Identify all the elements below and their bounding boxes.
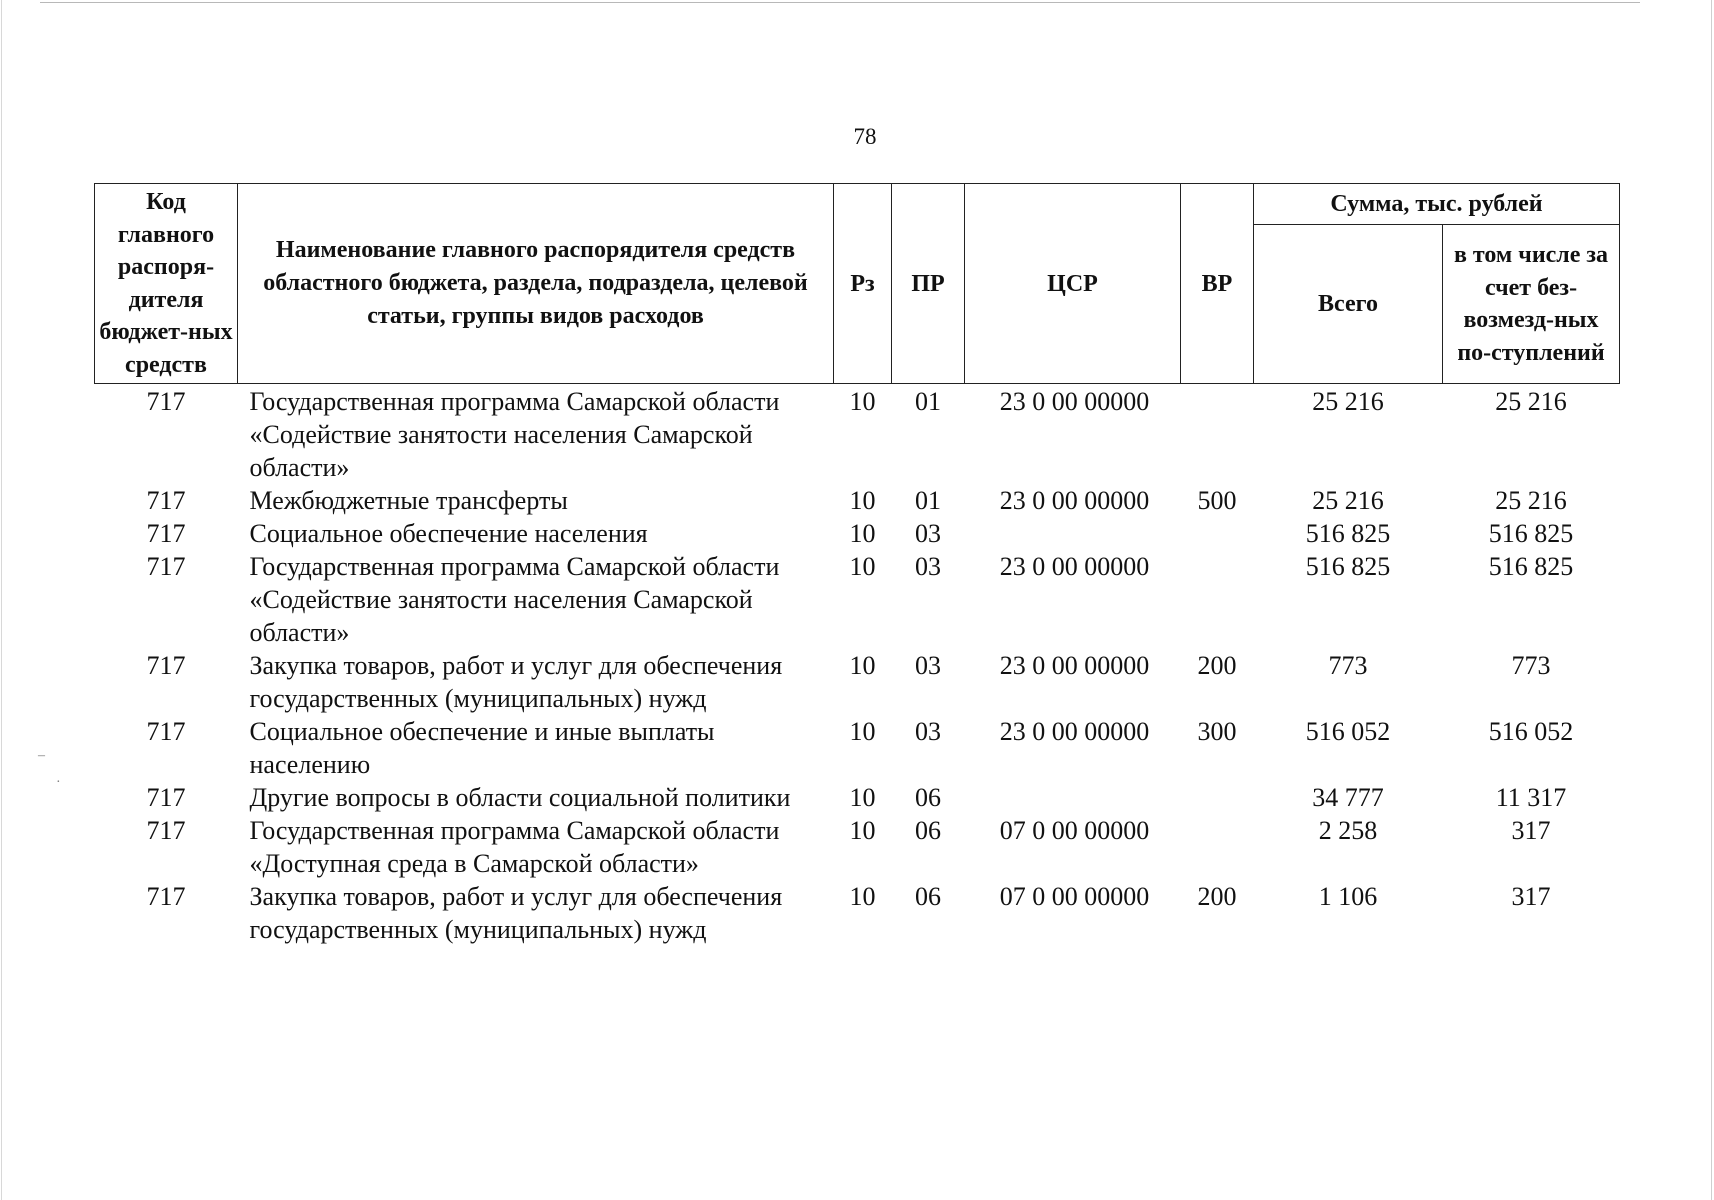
cell-rz: 10 [849,783,876,812]
cell-name: Социальное обеспечение и иные выплаты населению [249,717,715,779]
cell-name: Социальное обеспечение населения [249,519,648,548]
header-csr: ЦСР [965,184,1181,384]
cell-total: 516 052 [1305,717,1391,746]
table-row [95,384,1620,485]
cell-pr: 01 [915,387,941,416]
cell-name: Государственная программа Самарской области «Содействие занятости населения Самарской области» [249,387,780,482]
cell-free: 25 216 [1495,387,1567,416]
budget-table [94,183,1620,946]
table-body [95,384,1620,947]
cell-pr: 06 [915,816,941,845]
header-sum: Сумма, тыс. рублей [1254,184,1620,225]
cell-pr: 03 [915,552,941,581]
cell-csr: 23 0 00 00000 [999,717,1150,746]
cell-total: 773 [1328,651,1368,680]
cell-rz: 10 [849,651,876,680]
cell-vr [1181,781,1254,814]
scan-artifact-top [40,2,1640,3]
table-row [95,781,1620,814]
cell-rz: 10 [849,552,876,581]
cell-csr: 23 0 00 00000 [999,651,1150,680]
table-row [95,517,1620,550]
header-name: Наименование главного распорядителя средств областного бюджета, раздела, подраздела, целевой статьи, группы видов расходов [238,184,834,384]
table-header [95,184,1620,384]
cell-name: Государственная программа Самарской области «Содействие занятости населения Самарской области» [249,552,780,647]
cell-total: 34 777 [1312,783,1384,812]
cell-vr [1181,814,1254,880]
table-row [95,814,1620,880]
cell-vr [1181,517,1254,550]
cell-code: 717 [146,717,186,746]
cell-pr: 01 [915,486,941,515]
cell-name: Закупка товаров, работ и услуг для обеспечения государственных (муниципальных) нужд [249,882,783,944]
cell-vr: 200 [1197,882,1237,911]
cell-rz: 10 [849,717,876,746]
cell-csr: 23 0 00 00000 [999,387,1150,416]
cell-rz: 10 [849,486,876,515]
table-row [95,550,1620,649]
table-row [95,880,1620,946]
header-code: Код главного распоря-дителя бюджет-ных средств [95,184,238,384]
cell-code: 717 [146,816,186,845]
cell-total: 516 825 [1305,519,1391,548]
cell-vr: 200 [1197,651,1237,680]
cell-free: 317 [1511,882,1551,911]
cell-csr: 07 0 00 00000 [999,882,1150,911]
cell-vr [1181,550,1254,649]
cell-rz: 10 [849,519,876,548]
cell-free: 516 825 [1488,519,1574,548]
scan-edge-right [1711,0,1712,1200]
scan-edge-left [1,0,2,1200]
cell-total: 516 825 [1305,552,1391,581]
table-row [95,484,1620,517]
table-row [95,649,1620,715]
cell-free: 25 216 [1495,486,1567,515]
cell-csr [965,517,1181,550]
cell-code: 717 [146,651,186,680]
scan-speck: – [38,748,45,763]
cell-free: 11 317 [1495,783,1567,812]
cell-vr [1181,384,1254,485]
header-total: Всего [1254,225,1443,384]
cell-pr: 03 [915,519,941,548]
cell-name: Межбюджетные трансферты [249,486,568,515]
header-pr: ПР [892,184,965,384]
cell-free: 773 [1511,651,1551,680]
cell-name: Закупка товаров, работ и услуг для обеспечения государственных (муниципальных) нужд [249,651,783,713]
cell-rz: 10 [849,816,876,845]
cell-code: 717 [146,387,186,416]
cell-csr: 23 0 00 00000 [999,486,1150,515]
page-number: 78 [853,124,877,149]
cell-vr: 300 [1197,717,1237,746]
scan-speck: · [56,775,61,790]
cell-code: 717 [146,519,186,548]
cell-total: 1 106 [1318,882,1378,911]
cell-free: 516 825 [1488,552,1574,581]
cell-free: 516 052 [1488,717,1574,746]
cell-total: 2 258 [1318,816,1378,845]
cell-csr [965,781,1181,814]
cell-pr: 06 [915,783,941,812]
header-rz: Рз [834,184,892,384]
cell-pr: 03 [915,651,941,680]
cell-rz: 10 [849,387,876,416]
cell-code: 717 [146,486,186,515]
header-vr: ВР [1181,184,1254,384]
table-row [95,715,1620,781]
cell-rz: 10 [849,882,876,911]
cell-name: Государственная программа Самарской области «Доступная среда в Самарской области» [249,816,780,878]
cell-code: 717 [146,783,186,812]
cell-pr: 06 [915,882,941,911]
cell-code: 717 [146,882,186,911]
cell-free: 317 [1511,816,1551,845]
cell-csr: 07 0 00 00000 [999,816,1150,845]
cell-vr: 500 [1197,486,1237,515]
cell-total: 25 216 [1312,486,1384,515]
cell-pr: 03 [915,717,941,746]
cell-total: 25 216 [1312,387,1384,416]
cell-name: Другие вопросы в области социальной политики [249,783,791,812]
header-free: в том числе за счет без-возмезд-ных по-ступлений [1443,225,1620,384]
cell-csr: 23 0 00 00000 [999,552,1150,581]
cell-code: 717 [146,552,186,581]
